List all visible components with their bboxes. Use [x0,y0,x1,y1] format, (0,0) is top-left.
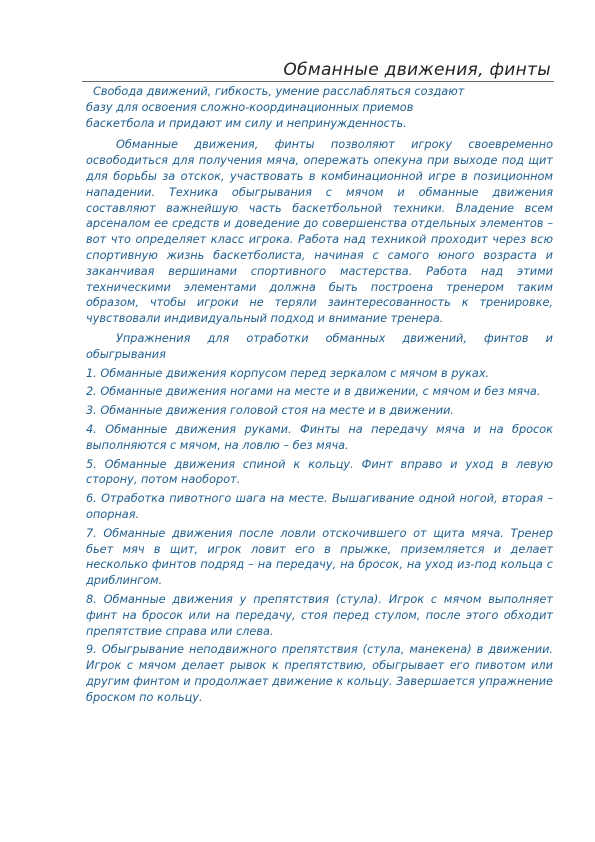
intro-line: базу для освоения сложно-координационных приемов [86,100,414,114]
exercise-item: 6. Отработка пивотного шага на месте. Вышагивание одной ногой, вторая – опорная. [86,492,553,521]
title-underline [82,81,554,82]
exercises-heading: Упражнения для отработки обманных движений, финтов и обыгрывания [86,331,553,361]
intro-line: баскетбола и придают им силу и непринужденность. [86,116,407,130]
exercise-item: 5. Обманные движения спиной к кольцу. Финт вправо и уход в левую сторону, потом наоборот. [86,457,553,487]
exercise-item: 3. Обманные движения головой стоя на месте и в движении. [86,404,455,418]
exercise-item: 2. Обманные движения ногами на месте и в движении, с мячом и без мяча. [86,385,541,399]
exercise-item: 7. Обманные движения после ловли отскочившего от щита мяча. Тренер бьет мяч в щит, игрок ловит его в прыжке, приземляется и делает несколько финтов подряд – на передачу, на бросок, на уход из-под кольца с дриблингом. [86,526,553,588]
document-title: Обманные движения, финты [283,60,551,80]
document-body [86,84,553,705]
exercise-item: 9. Обыгрывание неподвижного препятствия (стула, манекена) в движении. Игрок с мячом делает рывок к препятствию, обыгрывает его пивотом или другим финтом и продолжает движение к кольцу. Завершается упражнение броском по кольцу. [86,643,553,704]
exercise-item: 4. Обманные движения руками. Финты на передачу мяча и на бросок выполняются с мячом, на ловлю – без мяча. [86,422,553,452]
exercise-item: 8. Обманные движения у препятствия (стула). Игрок с мячом выполняет финт на бросок или на передачу, стоя перед стулом, после этого обходит препятствие справа или слева. [86,592,553,638]
exercise-item: 1. Обманные движения корпусом перед зеркалом с мячом в руках. [86,366,490,380]
intro-paragraph [86,84,553,131]
intro-line: Свобода движений, гибкость, умение расслабляться создают [93,85,465,98]
main-paragraph: Обманные движения, финты позволяют игроку своевременно освободиться для получения мяча, опережать опекуна при выходе под щит для борьбы за отскок, участвовать в комбинационной игре в позиционном нападении. Техника обыгрывания с мячом и обманные движения составляют важнейшую часть баскетбольной техники. Владение всем арсеналом ее средств и доведение до совершенства отдельных элементов – вот что определяет класс игрока. Работа над техникой проходит через всю спортивную жизнь баскетболиста, начиная с самого юного возраста и заканчивая вершинами спортивного мастерства. Работа над этими техническими элементами должна быть построена тренером таким образом, чтобы игроки не теряли заинтересованность к тренировке, чувствовали индивидуальный подход и внимание тренера. [86,138,553,326]
